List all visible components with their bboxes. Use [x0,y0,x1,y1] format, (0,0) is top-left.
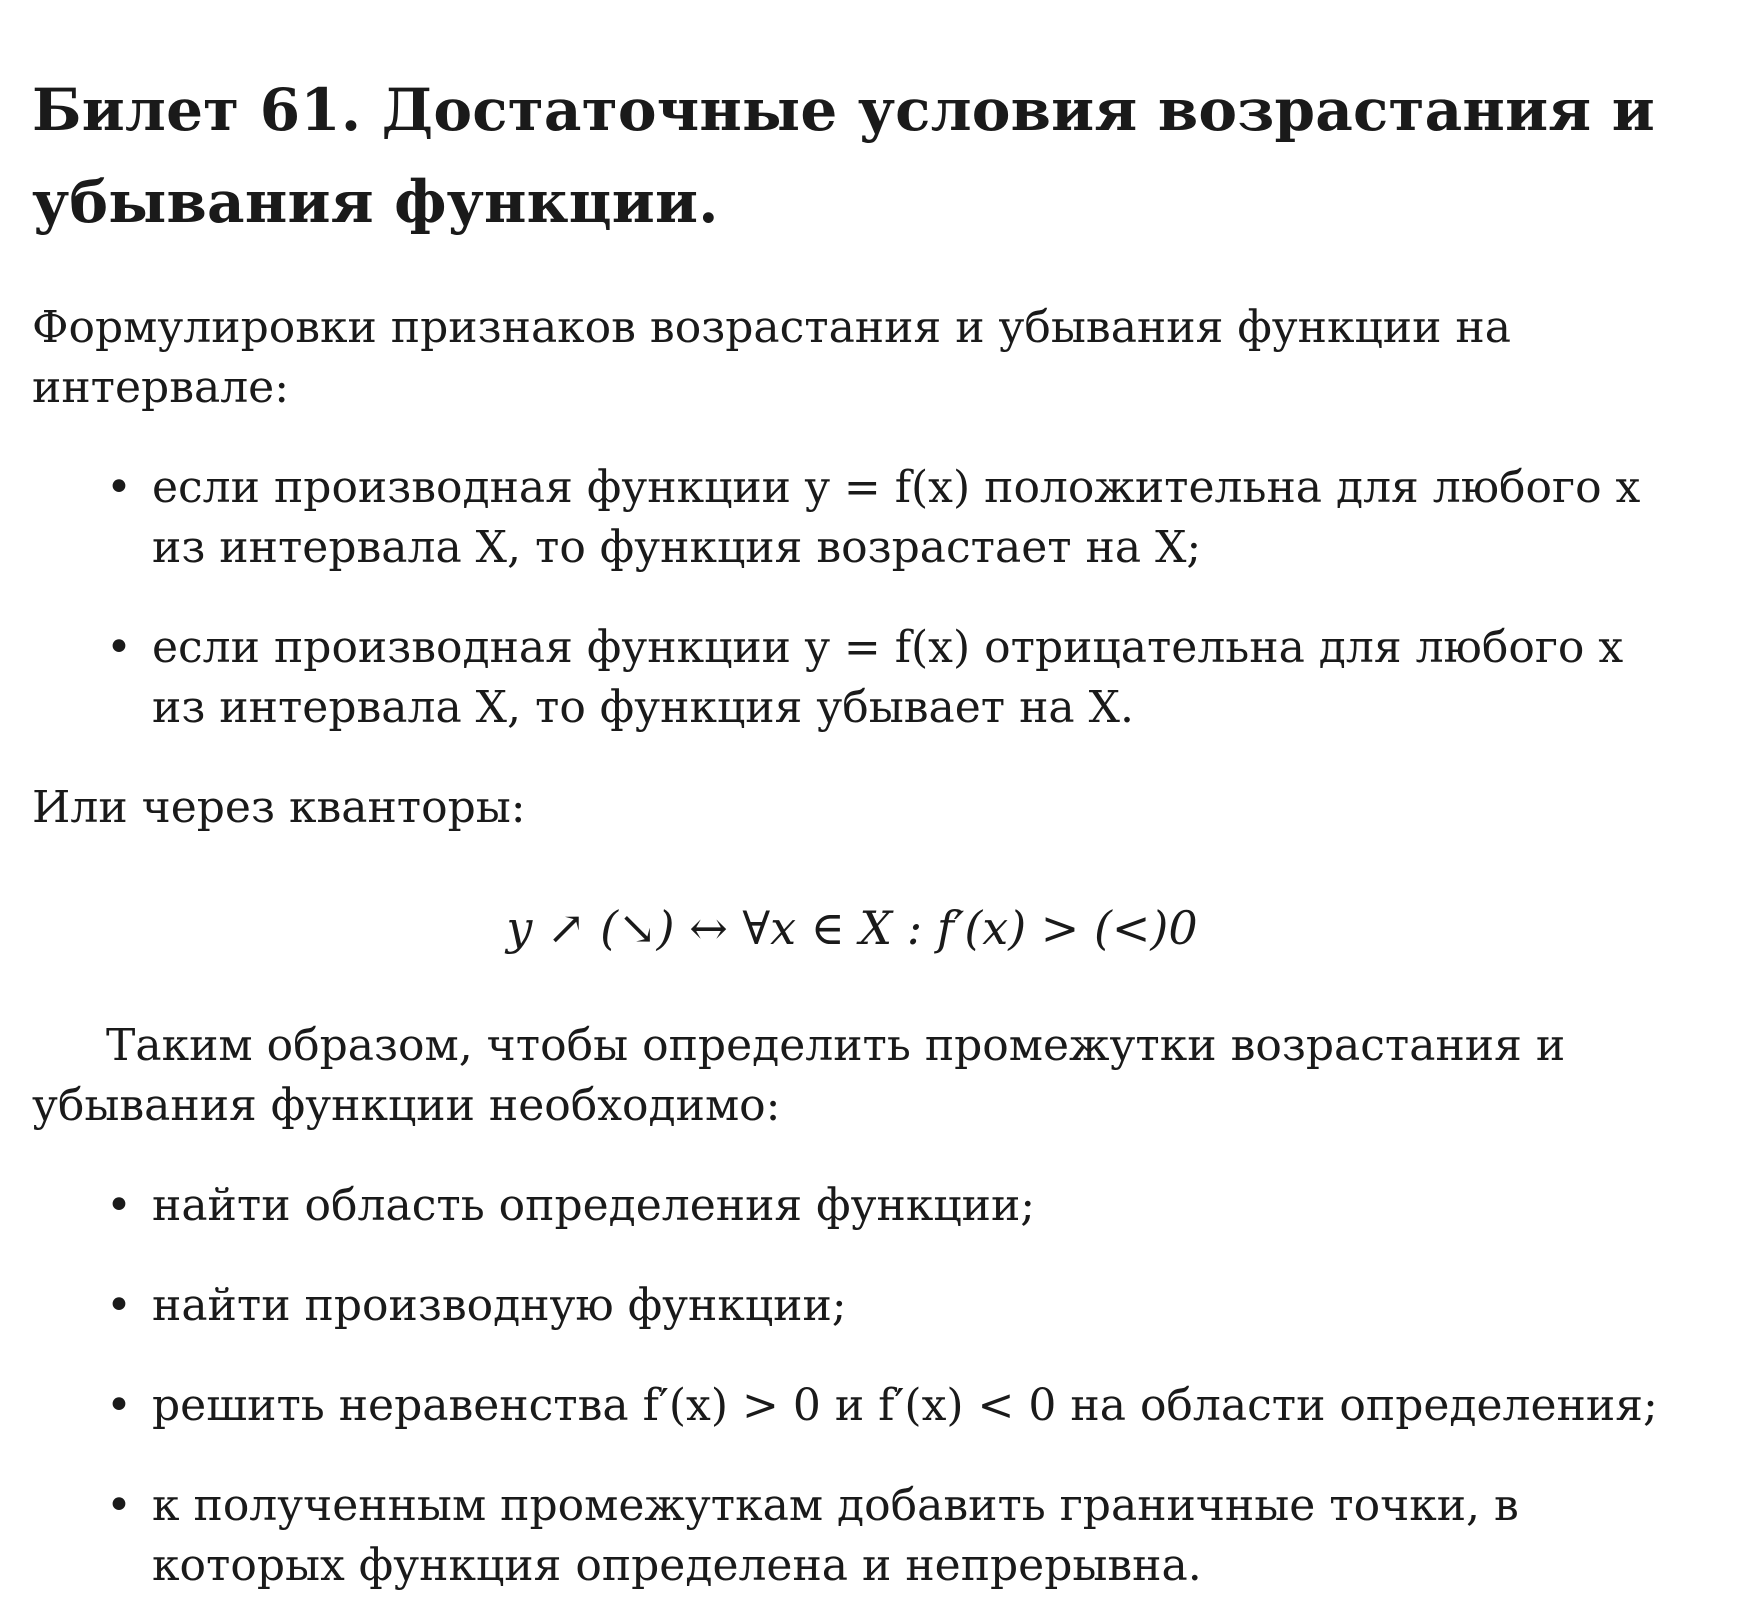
quantifier-formula: y ↗ (↘) ↔ ∀x ∈ X : f′(x) > (<)0 [506,901,1198,955]
bullet-icon: • [106,622,132,673]
list-item [32,618,1672,738]
bullet-icon: • [106,1480,132,1531]
bullet-icon: • [106,1380,132,1431]
quantifier-intro: Или через кванторы: [32,782,526,833]
bullet-icon: • [106,1280,132,1331]
list-item [32,1376,1672,1436]
criteria-list [32,458,1672,738]
step-text: найти область определения функции; [152,1180,1036,1231]
bullet-icon: • [106,1180,132,1231]
summary-paragraph: Таким образом, чтобы определить промежутки возрастания и убывания функции необходимо: [32,1020,1566,1131]
list-item [32,1176,1672,1236]
list-item [32,1276,1672,1336]
step-text: найти производную функции; [152,1280,847,1331]
step-text: к полученным промежуткам добавить граничные точки, в которых функция определена и непрерывна. [152,1480,1519,1591]
criterion-text: если производная функции y = f(x) отрицательна для любого x из интервала X, то функция убывает на X. [152,622,1624,733]
step-text: решить неравенства f′(x) > 0 и f′(x) < 0 на области определения; [152,1380,1658,1431]
criterion-text: если производная функции y = f(x) положительна для любого x из интервала X, то функция возрастает на X; [152,462,1641,573]
steps-list [32,1176,1672,1596]
bullet-icon: • [106,462,132,513]
intro-paragraph: Формулировки признаков возрастания и убывания функции на интервале: [32,302,1511,413]
list-item [32,458,1672,578]
document-page [32,0,1672,1596]
page-title: Билет 61. Достаточные условия возрастания и убывания функции. [32,76,1655,236]
list-item [32,1476,1672,1596]
